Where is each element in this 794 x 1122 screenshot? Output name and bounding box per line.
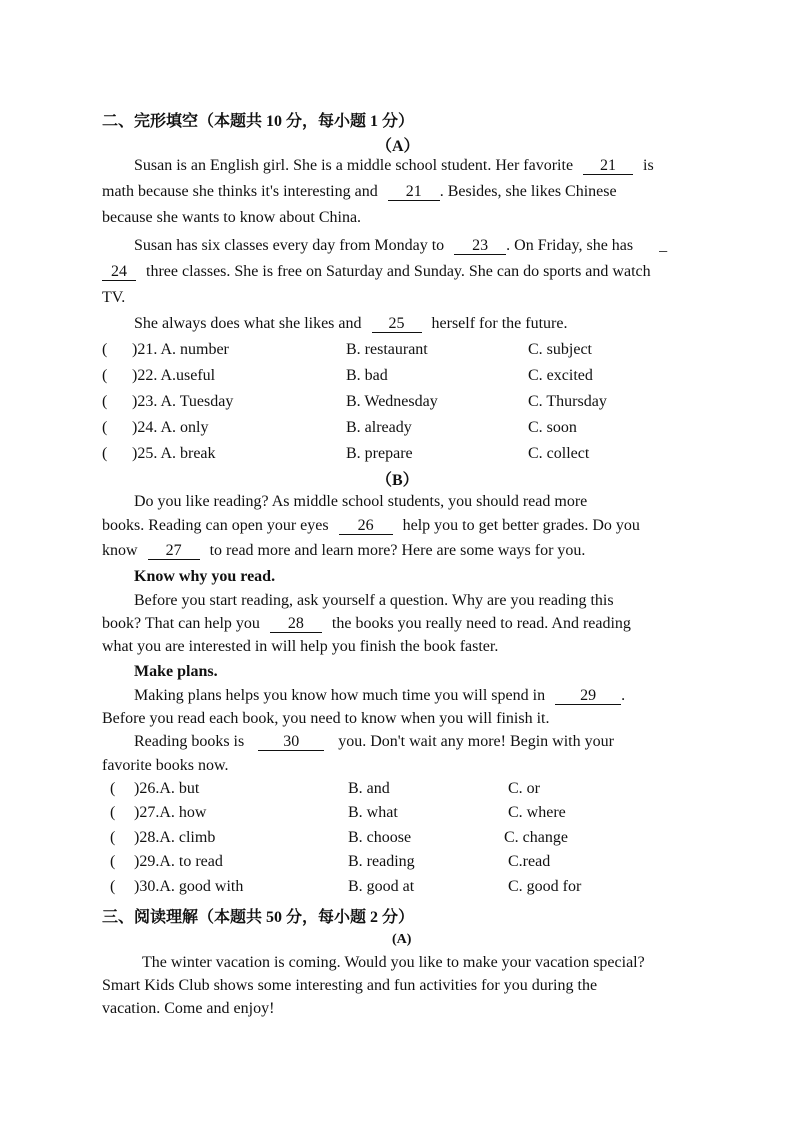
blank-23[interactable]: 23 xyxy=(454,237,506,255)
heading-make-plans: Make plans. xyxy=(134,663,218,680)
passage-b-line-9: Reading books is 30 you. Don't wait any more! Begin with your xyxy=(134,733,614,750)
passage-b-line-6: what you are interested in will help you finish the book faster. xyxy=(102,638,499,655)
reading-a-line-3: vacation. Come and enjoy! xyxy=(102,1000,275,1017)
blank-24[interactable]: 24 xyxy=(102,263,136,281)
passage-a-line-1: Susan is an English girl. She is a middle school student. Her favorite 21 is xyxy=(134,157,654,174)
passage-b-line-2: books. Reading can open your eyes 26 help you to get better grades. Do you xyxy=(102,517,640,534)
blank-30[interactable]: 30 xyxy=(258,733,324,751)
passage-b-line-7: Making plans helps you know how much time you will spend in 29 . xyxy=(134,687,626,704)
passage-a-line-2: math because she thinks it's interesting and 21 . Besides, she likes Chinese xyxy=(102,183,617,200)
passage-a-line-6: TV. xyxy=(102,289,126,306)
blank-25[interactable]: 25 xyxy=(372,315,422,333)
blank-29[interactable]: 29 xyxy=(555,687,621,705)
blank-28[interactable]: 28 xyxy=(270,615,322,633)
part-b-label: （B） xyxy=(376,472,419,489)
reading-a-line-1: The winter vacation is coming. Would you like to make your vacation special? xyxy=(142,954,645,971)
passage-a-line-4: Susan has six classes every day from Monday to 23 . On Friday, she has _ xyxy=(134,237,668,254)
passage-a-line-7: She always does what she likes and 25 herself for the future. xyxy=(134,315,568,332)
section-3-title: 三、阅读理解（本题共 50 分，每小题 2 分） xyxy=(102,909,415,926)
passage-b-line-3: know 27 to read more and learn more? Here are some ways for you. xyxy=(102,542,586,559)
part-a-label: （A） xyxy=(376,138,420,155)
heading-know-why: Know why you read. xyxy=(134,568,276,585)
passage-b-line-1: Do you like reading? As middle school students, you should read more xyxy=(134,493,588,510)
passage-b-line-4: Before you start reading, ask yourself a question. Why are you reading this xyxy=(134,592,614,609)
blank-26[interactable]: 26 xyxy=(339,517,393,535)
passage-b-line-8: Before you read each book, you need to know when you will finish it. xyxy=(102,710,550,727)
blank-22[interactable]: 21 xyxy=(388,183,440,201)
passage-b-line-10: favorite books now. xyxy=(102,757,229,774)
reading-a-line-2: Smart Kids Club shows some interesting and fun activities for you during the xyxy=(102,977,598,994)
passage-b-line-5: book? That can help you 28 the books you really need to read. And reading xyxy=(102,615,631,632)
section-3-part-a-label: (A) xyxy=(392,932,412,947)
section-2-title: 二、完形填空（本题共 10 分，每小题 1 分） xyxy=(102,113,415,130)
blank-27[interactable]: 27 xyxy=(148,542,200,560)
passage-a-line-3: because she wants to know about China. xyxy=(102,209,362,226)
blank-21[interactable]: 21 xyxy=(583,157,633,175)
passage-a-line-5: 24 three classes. She is free on Saturday and Sunday. She can do sports and watch xyxy=(102,263,651,281)
